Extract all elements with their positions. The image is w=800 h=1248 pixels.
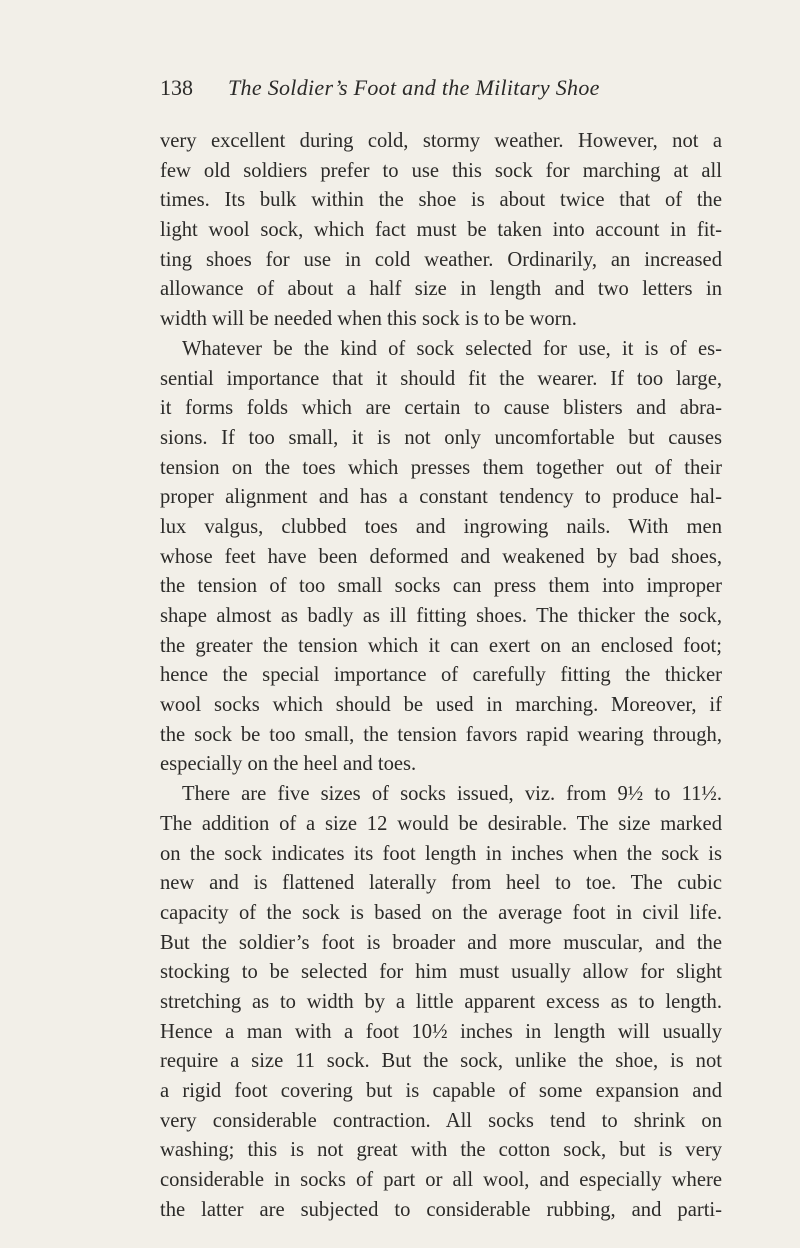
text-line: times. Its bulk within the shoe is about twice that of the [160,189,722,212]
text-line: on the sock indicates its foot length in inches when the sock is [160,842,722,865]
text-line: the latter are subjected to considerable rubbing, and parti- [160,1198,722,1221]
page-number: 138 [160,75,193,100]
text-line: stocking to be selected for him must usually allow for slight [160,961,722,984]
text-line: few old soldiers prefer to use this sock for marching at all [160,159,722,182]
page-header [160,72,720,104]
text-line: very excellent during cold, stormy weather. However, not a [160,130,722,152]
text-line: There are five sizes of socks issued, viz. from 9½ to 11½. [182,783,722,806]
text-line: But the soldier’s foot is broader and more muscular, and the [160,931,722,954]
text-line: especially on the heel and toes. [160,753,417,776]
text-line: washing; this is not great with the cotton sock, but is very [160,1139,722,1162]
text-line: new and is flattened laterally from heel to toe. The cubic [160,872,722,895]
text-line: The addition of a size 12 would be desirable. The size marked [160,812,722,835]
text-line: lux valgus, clubbed toes and ingrowing nails. With men [160,515,722,538]
text-line: the tension of too small socks can press them into improper [160,575,722,598]
text-line: sions. If too small, it is not only uncomfortable but causes [160,426,722,449]
text-line: very considerable contraction. All socks tend to shrink on [160,1109,722,1132]
text-line: hence the special importance of carefully fitting the thicker [160,664,722,687]
text-line: width will be needed when this sock is to be worn. [160,308,577,331]
text-line: stretching as to width by a little apparent excess as to length. [160,990,722,1013]
text-line: tension on the toes which presses them together out of their [160,456,722,479]
text-line: light wool sock, which fact must be taken into account in fit- [160,219,722,242]
text-line: a rigid foot covering but is capable of some expansion and [160,1080,722,1102]
running-title: The Soldier’s Foot and the Military Shoe [228,75,600,100]
text-line: capacity of the sock is based on the average foot in civil life. [160,901,722,924]
text-line: sential importance that it should fit the wearer. If too large, [160,367,722,390]
text-line: allowance of about a half size in length and two letters in [160,278,722,301]
text-line: ting shoes for use in cold weather. Ordinarily, an increased [160,248,722,271]
text-line: shape almost as badly as ill fitting shoes. The thicker the sock, [160,605,722,627]
text-line: Hence a man with a foot 10½ inches in length will usually [160,1020,722,1043]
text-line: whose feet have been deformed and weakened by bad shoes, [160,545,722,568]
text-line: wool socks which should be used in marching. Moreover, if [160,694,722,717]
text-line: it forms folds which are certain to cause blisters and abra- [160,397,722,420]
text-line: the sock be too small, the tension favors rapid wearing through, [160,723,722,746]
text-line: Whatever be the kind of sock selected for use, it is of es- [182,337,722,360]
text-line: proper alignment and has a constant tendency to produce hal- [160,486,722,509]
text-line: require a size 11 sock. But the sock, unlike the shoe, is not [160,1050,722,1073]
text-line: the greater the tension which it can exert on an enclosed foot; [160,634,722,657]
body-text [160,127,722,1225]
text-line: considerable in socks of part or all wool, and especially where [160,1169,722,1192]
